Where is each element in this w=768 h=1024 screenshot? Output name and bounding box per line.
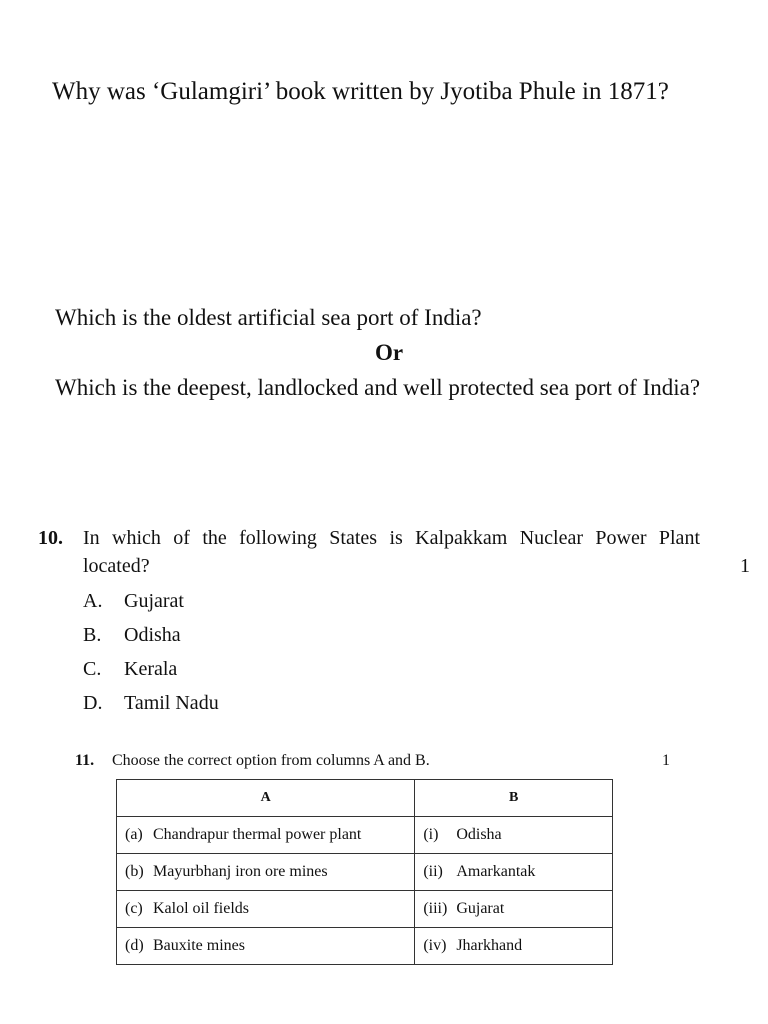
- question-10-marks: 1: [740, 555, 750, 577]
- column-b-cell: [415, 817, 613, 854]
- option-d-letter: D.: [83, 692, 103, 714]
- column-a-cell: [117, 854, 415, 891]
- column-b-header: B: [415, 780, 613, 817]
- column-b-cell: [415, 891, 613, 928]
- question-deepest-port: Which is the deepest, landlocked and well protected sea port of India?: [55, 375, 701, 400]
- column-a-index: (d): [125, 937, 144, 954]
- or-separator: Or: [374, 340, 404, 365]
- table-row: [117, 928, 613, 965]
- table-row: [117, 854, 613, 891]
- column-a-text: Chandrapur thermal power plant: [153, 826, 362, 843]
- table-row: [117, 817, 613, 854]
- column-b-text: Jharkhand: [456, 937, 523, 954]
- option-a-text: Gujarat: [124, 590, 184, 612]
- column-b-cell: [415, 854, 613, 891]
- column-a-cell: [117, 928, 415, 965]
- column-b-text: Gujarat: [456, 900, 505, 917]
- column-a-text: Mayurbhanj iron ore mines: [153, 863, 328, 880]
- column-b-index: (ii): [423, 863, 443, 880]
- column-b-cell: [415, 928, 613, 965]
- question-10-text-line2: located?: [83, 555, 150, 577]
- column-a-index: (a): [125, 826, 143, 843]
- option-c-letter: C.: [83, 658, 102, 680]
- question-10-number: 10.: [38, 527, 63, 549]
- column-a-text: Kalol oil fields: [153, 900, 249, 917]
- column-a-cell: [117, 891, 415, 928]
- question-11-marks: 1: [662, 752, 670, 769]
- option-b-text: Odisha: [124, 624, 181, 646]
- option-b-letter: B.: [83, 624, 102, 646]
- question-oldest-port: Which is the oldest artificial sea port of India?: [55, 305, 482, 330]
- column-a-text: Bauxite mines: [153, 937, 245, 954]
- question-11-number: 11.: [75, 752, 95, 769]
- column-b-index: (iii): [423, 900, 448, 917]
- option-a-letter: A.: [83, 590, 103, 612]
- column-a-index: (b): [125, 863, 144, 880]
- column-b-index: (iv): [423, 937, 447, 954]
- table-header-row: [117, 780, 613, 817]
- option-d-text: Tamil Nadu: [124, 692, 219, 714]
- column-a-index: (c): [125, 900, 143, 917]
- column-b-text: Amarkantak: [456, 863, 536, 880]
- column-a-header: A: [117, 780, 415, 817]
- question-gulamgiri: Why was ‘Gulamgiri’ book written by Jyotiba Phule in 1871?: [52, 78, 669, 105]
- question-10-text-line1: In which of the following States is Kalpakkam Nuclear Power Plant: [83, 527, 700, 549]
- question-11-text: Choose the correct option from columns A and B.: [112, 752, 430, 769]
- option-c-text: Kerala: [124, 658, 178, 680]
- column-b-index: (i): [423, 826, 439, 843]
- match-columns-table: [116, 779, 613, 965]
- table-row: [117, 891, 613, 928]
- column-b-text: Odisha: [456, 826, 502, 843]
- column-a-cell: [117, 817, 415, 854]
